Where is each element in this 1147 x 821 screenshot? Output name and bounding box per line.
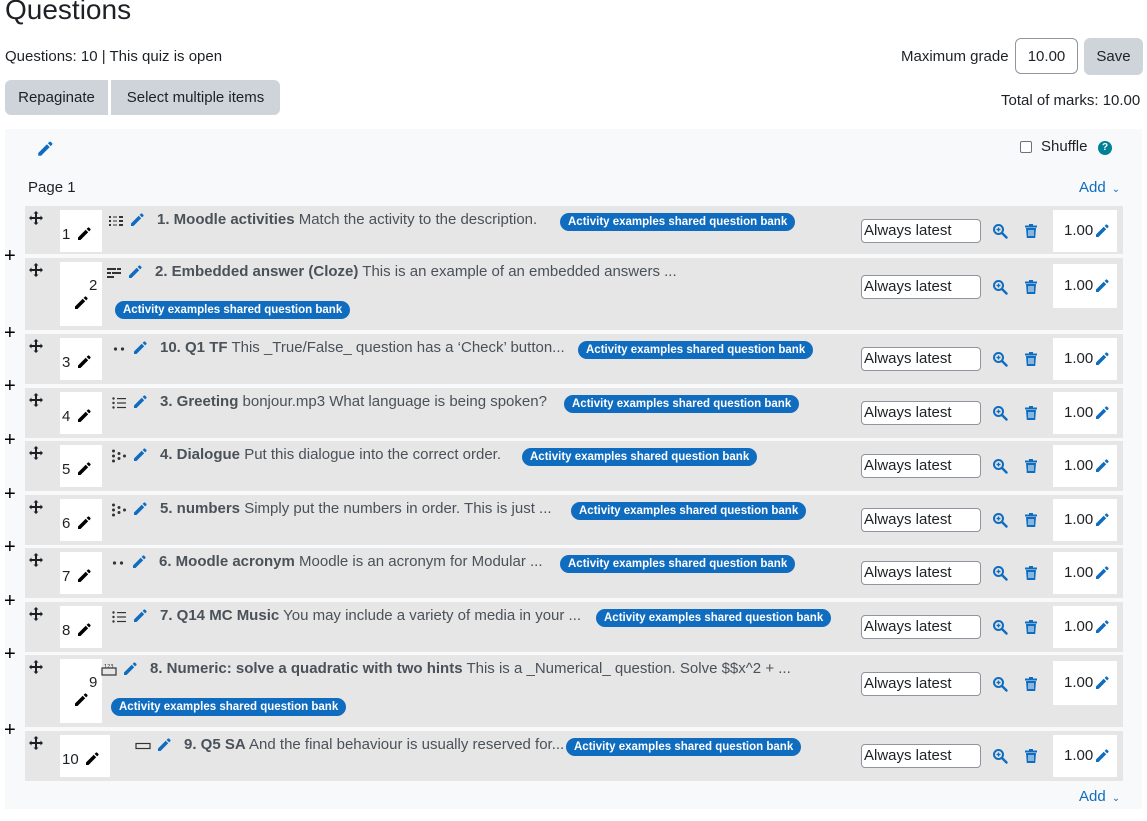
question-row	[25, 334, 1123, 384]
slot-number: 5	[62, 461, 71, 478]
preview-zoom-icon[interactable]	[992, 748, 1008, 764]
add-label: Add	[1079, 179, 1106, 196]
move-handle-icon[interactable]	[28, 735, 44, 751]
move-handle-icon[interactable]	[28, 210, 44, 226]
max-mark-value: 1.00	[1064, 564, 1094, 581]
shuffle-checkbox[interactable]	[1020, 141, 1032, 153]
ordering-icon	[111, 448, 127, 464]
edit-slot-number-pencil-icon[interactable]	[76, 226, 92, 242]
slot-number-box	[60, 210, 102, 252]
question-title[interactable]: 5. numbers	[160, 500, 241, 517]
slot-number-box	[60, 445, 102, 487]
add-between-plus-icon[interactable]: +	[4, 429, 16, 451]
question-text[interactable]	[160, 446, 501, 463]
slot-number: 3	[62, 354, 71, 371]
edit-question-pencil-icon[interactable]	[132, 608, 148, 624]
question-description: This is an example of an embedded answers ...	[362, 263, 677, 280]
question-title[interactable]: 1. Moodle activities	[157, 211, 295, 228]
question-title[interactable]: 4. Dialogue	[160, 446, 241, 463]
delete-trash-icon[interactable]	[1023, 676, 1039, 692]
slot-number: 2	[89, 277, 98, 294]
max-grade-input[interactable]	[1015, 38, 1078, 74]
edit-slot-number-pencil-icon[interactable]	[76, 461, 92, 477]
question-title[interactable]: 8. Numeric: solve a quadratic with two hints	[150, 660, 463, 677]
numerical-icon	[101, 662, 117, 678]
question-row	[25, 388, 1123, 438]
max-mark-box	[1053, 499, 1117, 541]
version-select[interactable]: Always latest	[861, 275, 981, 299]
move-handle-icon[interactable]	[28, 392, 44, 408]
move-handle-icon[interactable]	[28, 262, 44, 278]
ordering-icon	[111, 502, 127, 518]
delete-trash-icon[interactable]	[1023, 405, 1039, 421]
add-between-plus-icon[interactable]: +	[4, 322, 16, 344]
edit-max-mark-pencil-icon[interactable]	[1094, 351, 1110, 367]
question-title[interactable]: 9. Q5 SA	[184, 736, 246, 753]
question-bank-badge: Activity examples shared question bank	[564, 395, 799, 413]
delete-trash-icon[interactable]	[1023, 458, 1039, 474]
question-bank-badge: Activity examples shared question bank	[560, 213, 795, 231]
max-mark-value: 1.00	[1064, 618, 1094, 635]
slot-number-box	[60, 262, 102, 326]
quiz-info: Questions: 10 | This quiz is open	[5, 48, 223, 65]
delete-trash-icon[interactable]	[1023, 565, 1039, 581]
edit-question-pencil-icon[interactable]	[127, 264, 143, 280]
truefalse-icon	[110, 555, 126, 571]
edit-question-pencil-icon[interactable]	[132, 340, 148, 356]
edit-max-mark-pencil-icon[interactable]	[1094, 565, 1110, 581]
add-label: Add	[1079, 788, 1106, 805]
preview-zoom-icon[interactable]	[992, 279, 1008, 295]
question-text[interactable]	[184, 736, 564, 753]
repaginate-button[interactable]: Repaginate	[5, 80, 108, 115]
chevron-down-icon: ⌄	[1111, 793, 1121, 804]
edit-section-heading-pencil-icon[interactable]	[36, 140, 54, 158]
add-between-plus-icon[interactable]: +	[4, 719, 16, 741]
edit-question-pencil-icon[interactable]	[132, 394, 148, 410]
slot-number-box	[60, 392, 102, 434]
max-mark-value: 1.00	[1064, 404, 1094, 421]
question-row	[25, 655, 1123, 727]
version-select[interactable]: Always latest	[861, 561, 981, 585]
edit-question-pencil-icon[interactable]	[156, 737, 172, 753]
match-icon	[108, 213, 124, 229]
preview-zoom-icon[interactable]	[992, 405, 1008, 421]
question-text[interactable]	[155, 263, 677, 280]
add-between-plus-icon[interactable]: +	[4, 590, 16, 612]
edit-question-pencil-icon[interactable]	[132, 447, 148, 463]
slot-number-box	[60, 735, 110, 777]
cloze-icon	[106, 265, 122, 281]
slot-number: 9	[89, 674, 98, 691]
question-row	[25, 206, 1123, 254]
max-mark-box	[1053, 606, 1117, 648]
edit-slot-number-pencil-icon[interactable]	[76, 568, 92, 584]
question-description: This _True/False_ question has a ‘Check’ button...	[231, 339, 565, 356]
max-mark-value: 1.00	[1064, 674, 1094, 691]
max-mark-value: 1.00	[1064, 457, 1094, 474]
edit-slot-number-pencil-icon[interactable]	[76, 622, 92, 638]
preview-zoom-icon[interactable]	[992, 512, 1008, 528]
edit-max-mark-pencil-icon[interactable]	[1094, 405, 1110, 421]
question-text[interactable]	[157, 211, 537, 228]
slot-number-box	[60, 338, 102, 380]
edit-slot-number-pencil-icon[interactable]	[76, 515, 92, 531]
move-handle-icon[interactable]	[28, 445, 44, 461]
max-mark-box	[1053, 552, 1117, 594]
help-icon[interactable]: ?	[1098, 141, 1112, 155]
question-title[interactable]: 3. Greeting	[160, 393, 239, 410]
question-description: Match the activity to the description.	[298, 211, 538, 228]
select-multiple-button[interactable]: Select multiple items	[111, 80, 280, 115]
question-text[interactable]	[160, 393, 547, 410]
slot-number-box	[60, 659, 102, 723]
question-text[interactable]	[159, 553, 542, 570]
edit-max-mark-pencil-icon[interactable]	[1094, 512, 1110, 528]
max-mark-value: 1.00	[1064, 350, 1094, 367]
move-handle-icon[interactable]	[28, 659, 44, 675]
question-bank-badge: Activity examples shared question bank	[596, 609, 831, 627]
question-bank-badge: Activity examples shared question bank	[560, 555, 795, 573]
question-text[interactable]	[150, 660, 791, 677]
version-select[interactable]: Always latest	[861, 672, 981, 696]
max-mark-value: 1.00	[1064, 747, 1094, 764]
question-bank-badge: Activity examples shared question bank	[111, 698, 346, 716]
truefalse-icon	[111, 341, 127, 357]
question-row	[25, 495, 1123, 545]
max-mark-box	[1053, 210, 1117, 252]
edit-max-mark-pencil-icon[interactable]	[1094, 675, 1110, 691]
preview-zoom-icon[interactable]	[992, 676, 1008, 692]
delete-trash-icon[interactable]	[1023, 748, 1039, 764]
edit-question-pencil-icon[interactable]	[132, 501, 148, 517]
version-select[interactable]: Always latest	[861, 401, 981, 425]
preview-zoom-icon[interactable]	[992, 619, 1008, 635]
version-select[interactable]: Always latest	[861, 615, 981, 639]
max-mark-box	[1053, 264, 1117, 308]
slot-number-box	[60, 552, 102, 594]
edit-question-pencil-icon[interactable]	[131, 554, 147, 570]
version-select[interactable]: Always latest	[861, 347, 981, 371]
question-row	[25, 731, 1123, 781]
question-description: bonjour.mp3 What language is being spoken?	[242, 393, 547, 410]
question-description: You may include a variety of media in your ...	[283, 607, 582, 624]
edit-max-mark-pencil-icon[interactable]	[1094, 458, 1110, 474]
edit-max-mark-pencil-icon[interactable]	[1094, 278, 1110, 294]
question-description: This is a _Numerical_ question. Solve $$x^2 + ...	[466, 660, 791, 677]
slot-number: 8	[62, 622, 71, 639]
question-description: Moodle is an acronym for Modular ...	[299, 553, 543, 570]
question-row	[25, 602, 1123, 652]
edit-max-mark-pencil-icon[interactable]	[1094, 223, 1110, 239]
max-mark-box	[1053, 735, 1117, 777]
add-between-plus-icon[interactable]: +	[4, 643, 16, 665]
preview-zoom-icon[interactable]	[992, 351, 1008, 367]
question-description: Put this dialogue into the correct order.	[244, 446, 502, 463]
question-bank-badge: Activity examples shared question bank	[522, 448, 757, 466]
question-row	[25, 548, 1123, 598]
question-bank-badge: Activity examples shared question bank	[578, 341, 813, 359]
question-title[interactable]: 2. Embedded answer (Cloze)	[155, 263, 359, 280]
max-mark-value: 1.00	[1064, 511, 1094, 528]
slot-number: 10	[62, 751, 79, 768]
move-handle-icon[interactable]	[28, 552, 44, 568]
save-button[interactable]: Save	[1084, 38, 1143, 75]
svg-text:123: 123	[104, 664, 114, 670]
question-text[interactable]	[160, 607, 581, 624]
edit-slot-number-pencil-icon[interactable]	[76, 354, 92, 370]
max-mark-box	[1053, 338, 1117, 380]
edit-max-mark-pencil-icon[interactable]	[1094, 748, 1110, 764]
question-title[interactable]: 7. Q14 MC Music	[160, 607, 280, 624]
page-title: Questions	[5, 0, 132, 25]
preview-zoom-icon[interactable]	[992, 565, 1008, 581]
question-bank-badge: Activity examples shared question bank	[115, 301, 350, 319]
max-mark-value: 1.00	[1064, 277, 1094, 294]
total-marks: Total of marks: 10.00	[1001, 92, 1141, 109]
version-select[interactable]: Always latest	[861, 219, 981, 243]
chevron-down-icon: ⌄	[1111, 184, 1121, 195]
add-between-plus-icon[interactable]: +	[4, 536, 16, 558]
question-title[interactable]: 10. Q1 TF	[160, 339, 228, 356]
delete-trash-icon[interactable]	[1023, 619, 1039, 635]
question-text[interactable]	[160, 500, 552, 517]
edit-slot-number-pencil-icon[interactable]	[73, 295, 89, 311]
edit-slot-number-pencil-icon[interactable]	[76, 408, 92, 424]
multichoice-icon	[111, 609, 127, 625]
move-handle-icon[interactable]	[28, 499, 44, 515]
slot-number: 4	[62, 408, 71, 425]
shortanswer-icon	[135, 738, 151, 754]
page-label: Page 1	[28, 179, 76, 196]
question-description: Simply put the numbers in order. This is just ...	[244, 500, 552, 517]
question-description: And the final behaviour is usually reserved for...	[249, 736, 565, 753]
move-handle-icon[interactable]	[28, 606, 44, 622]
version-select[interactable]: Always latest	[861, 744, 981, 768]
max-mark-box	[1053, 445, 1117, 487]
delete-trash-icon[interactable]	[1023, 279, 1039, 295]
move-handle-icon[interactable]	[28, 338, 44, 354]
add-between-plus-icon[interactable]: +	[4, 483, 16, 505]
slot-number-box	[60, 606, 102, 648]
shuffle-label: Shuffle	[1041, 138, 1088, 155]
add-between-plus-icon[interactable]: +	[4, 375, 16, 397]
max-mark-box	[1053, 661, 1117, 705]
edit-question-pencil-icon[interactable]	[122, 661, 138, 677]
preview-zoom-icon[interactable]	[992, 223, 1008, 239]
slot-number: 6	[62, 515, 71, 532]
question-row	[25, 258, 1123, 330]
edit-slot-number-pencil-icon[interactable]	[84, 751, 100, 767]
max-mark-box	[1053, 392, 1117, 434]
slot-number: 7	[62, 568, 71, 585]
add-between-plus-icon[interactable]: +	[4, 245, 16, 267]
preview-zoom-icon[interactable]	[992, 458, 1008, 474]
multichoice-icon	[111, 395, 127, 411]
edit-slot-number-pencil-icon[interactable]	[73, 692, 89, 708]
version-select[interactable]: Always latest	[861, 454, 981, 478]
delete-trash-icon[interactable]	[1023, 223, 1039, 239]
edit-max-mark-pencil-icon[interactable]	[1094, 619, 1110, 635]
question-bank-badge: Activity examples shared question bank	[571, 502, 806, 520]
add-menu-top[interactable]	[1079, 179, 1120, 196]
question-bank-badge: Activity examples shared question bank	[566, 738, 801, 756]
edit-question-pencil-icon[interactable]	[129, 212, 145, 228]
question-text[interactable]	[160, 339, 565, 356]
delete-trash-icon[interactable]	[1023, 351, 1039, 367]
slot-number: 1	[62, 226, 71, 243]
max-mark-value: 1.00	[1064, 222, 1094, 239]
delete-trash-icon[interactable]	[1023, 512, 1039, 528]
max-grade-label: Maximum grade	[901, 48, 1009, 65]
add-menu-bottom[interactable]	[1079, 788, 1120, 805]
version-select[interactable]: Always latest	[861, 508, 981, 532]
slot-number-box	[60, 499, 102, 541]
question-title[interactable]: 6. Moodle acronym	[159, 553, 295, 570]
question-row	[25, 441, 1123, 491]
